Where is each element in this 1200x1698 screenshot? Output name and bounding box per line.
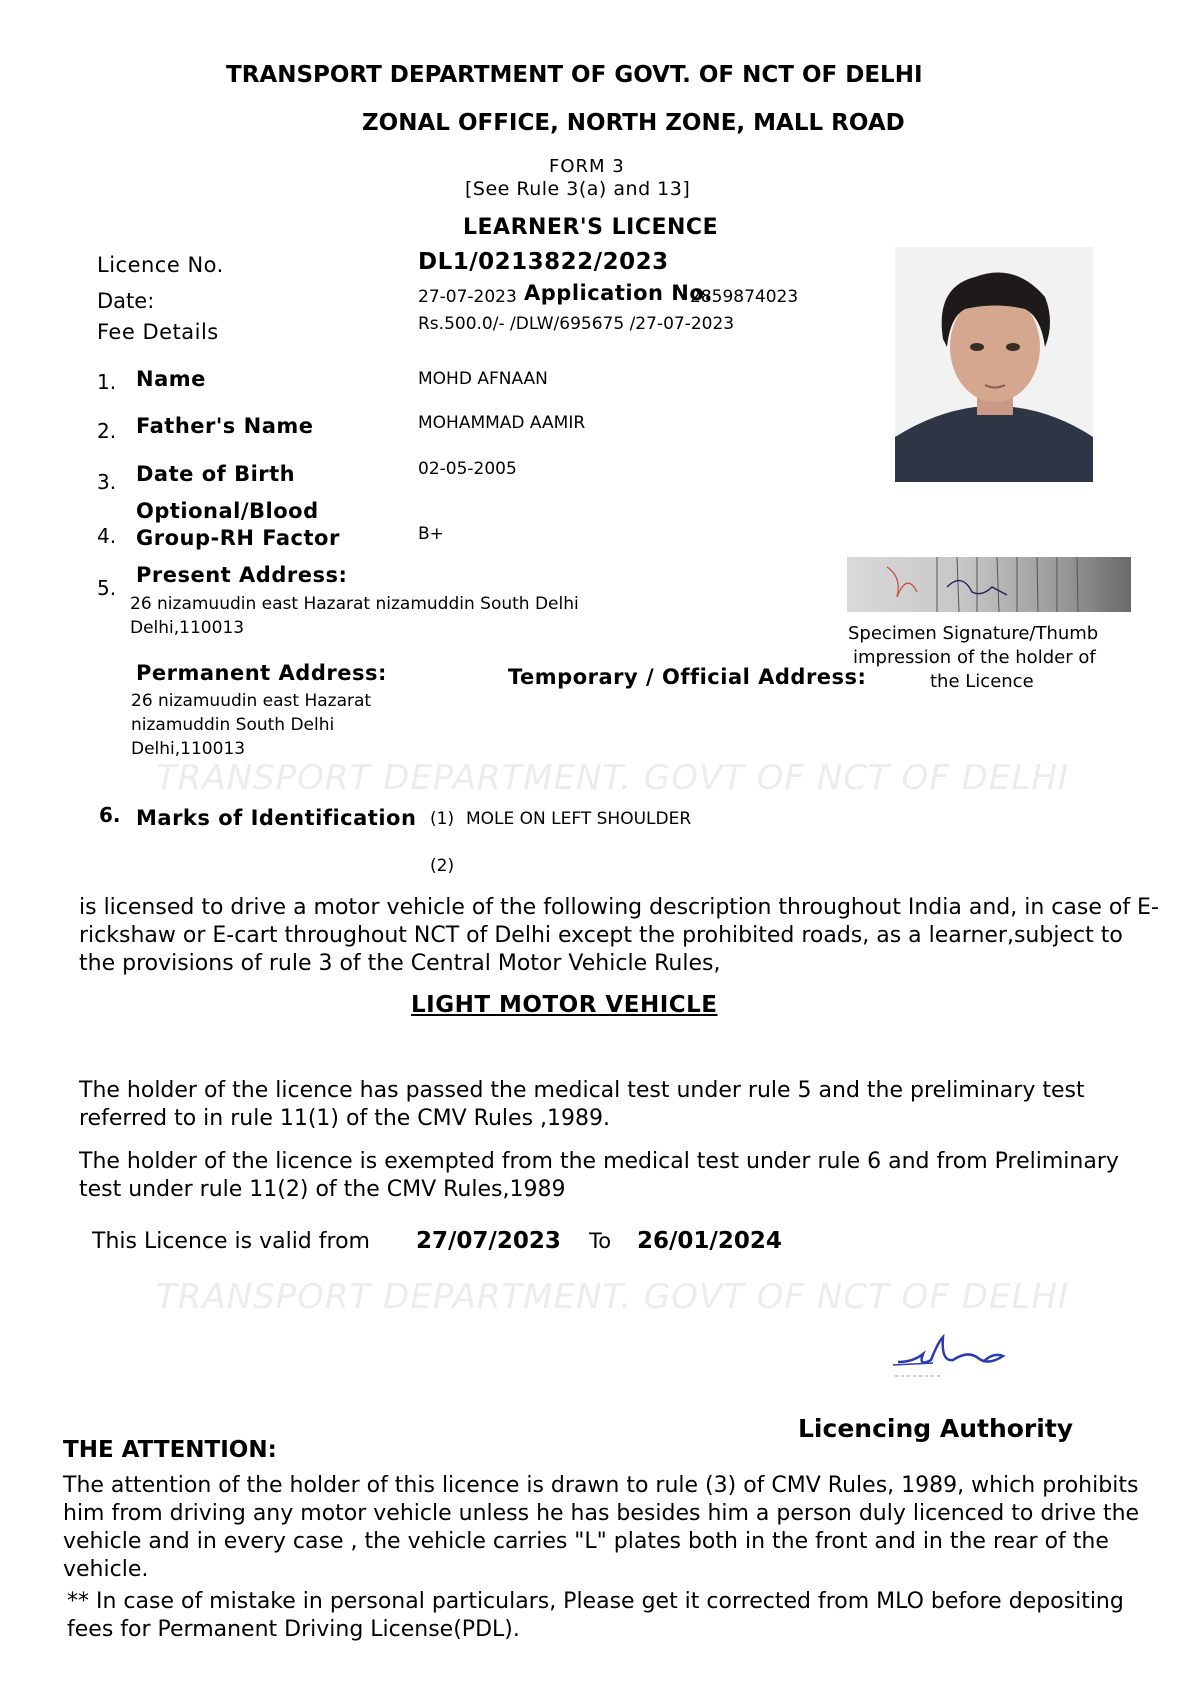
- authority-signature: [893, 1332, 1033, 1382]
- application-no: 2859874023: [690, 287, 799, 307]
- valid-to-date: 26/01/2024: [637, 1228, 782, 1254]
- licensed-text: is licensed to drive a motor vehicle of the following description throughout India and, in case of E-rickshaw or E-cart throughout NCT of Delhi except the prohibited roads, as a learner,subject to the provisions of rule 3 of the Central Motor Vehicle Rules,: [79, 895, 1159, 976]
- field-number-2: 2.: [97, 419, 117, 443]
- date-label: Date:: [97, 289, 155, 313]
- office-title: ZONAL OFFICE, NORTH ZONE, MALL ROAD: [362, 110, 905, 136]
- licence-no: DL1/0213822/2023: [418, 249, 669, 275]
- field-number-5: 5.: [97, 576, 117, 600]
- valid-to-label: To: [589, 1229, 612, 1253]
- mark1-number: (1): [430, 809, 455, 829]
- present-address-line1: 26 nizamuudin east Hazarat nizamuddin South Delhi: [130, 594, 579, 614]
- field-number-1: 1.: [97, 370, 117, 394]
- blood-group-label-line1: Optional/Blood: [136, 499, 319, 523]
- blood-group: B+: [418, 524, 444, 544]
- medical-exempt-text: The holder of the licence is exempted from the medical test under rule 6 and from Preliminary test under rule 11(2) of the CMV Rules,1989: [79, 1149, 1119, 1202]
- medical-passed-text: The holder of the licence has passed the medical test under rule 5 and the preliminary test referred to in rule 11(1) of the CMV Rules ,1989.: [79, 1078, 1085, 1131]
- field-number-3: 3.: [97, 470, 117, 494]
- signature-caption-line2: impression of the holder of: [853, 647, 1096, 668]
- specimen-signature: [847, 557, 1131, 612]
- permanent-address-label: Permanent Address:: [136, 661, 387, 685]
- licence-no-label: Licence No.: [97, 253, 224, 277]
- present-address-label: Present Address:: [136, 563, 348, 587]
- form-number: FORM 3: [549, 156, 625, 177]
- permanent-address-line1: 26 nizamuudin east Hazarat: [131, 691, 372, 711]
- mark2-number: (2): [430, 856, 455, 876]
- licence-title: LEARNER'S LICENCE: [463, 215, 719, 240]
- fee-label: Fee Details: [97, 320, 219, 344]
- mark1: MOLE ON LEFT SHOULDER: [466, 809, 692, 829]
- father-name-label: Father's Name: [136, 414, 314, 438]
- signature-caption-line3: the Licence: [930, 671, 1034, 692]
- name-label: Name: [136, 367, 206, 391]
- vehicle-class: LIGHT MOTOR VEHICLE: [411, 992, 718, 1018]
- permanent-address-line2: nizamuddin South Delhi: [131, 715, 335, 735]
- holder-photo: [895, 247, 1093, 482]
- valid-from-date: 27/07/2023: [416, 1228, 561, 1254]
- attention-note: ** In case of mistake in personal particulars, Please get it corrected from MLO before depositing fees for Permanent Driving License(PDL).: [67, 1589, 1124, 1642]
- application-label: Application No.: [524, 281, 713, 305]
- form-rule: [See Rule 3(a) and 13]: [465, 178, 691, 200]
- date-of-birth: 02-05-2005: [418, 459, 517, 479]
- holder-name: MOHD AFNAAN: [418, 369, 548, 389]
- temporary-address-label: Temporary / Official Address:: [508, 665, 867, 689]
- watermark-top: TRANSPORT DEPARTMENT. GOVT OF NCT OF DELHI: [156, 758, 1070, 798]
- father-name: MOHAMMAD AAMIR: [418, 413, 586, 433]
- field-number-6: 6.: [99, 803, 121, 827]
- department-title: TRANSPORT DEPARTMENT OF GOVT. OF NCT OF DELHI: [226, 62, 923, 88]
- field-number-4: 4.: [97, 524, 117, 548]
- present-address-line2: Delhi,110013: [130, 618, 245, 638]
- attention-heading: THE ATTENTION:: [63, 1437, 277, 1463]
- marks-label: Marks of Identification: [136, 806, 417, 830]
- fee-details: Rs.500.0/- /DLW/695675 /27-07-2023: [418, 314, 735, 334]
- valid-from-label: This Licence is valid from: [92, 1229, 370, 1254]
- issue-date: 27-07-2023: [418, 287, 517, 307]
- blood-group-label-line2: Group-RH Factor: [136, 526, 340, 550]
- licencing-authority: Licencing Authority: [798, 1414, 1074, 1443]
- signature-caption-line1: Specimen Signature/Thumb: [848, 623, 1099, 644]
- permanent-address-line3: Delhi,110013: [131, 739, 246, 759]
- attention-text: The attention of the holder of this licence is drawn to rule (3) of CMV Rules, 1989, which prohibits him from driving any motor vehicle unless he has besides him a person duly licenced to drive the vehicle and in every case , the vehicle carries "L" plates both in the front and in the rear of the vehicle.: [63, 1473, 1140, 1582]
- dob-label: Date of Birth: [136, 462, 296, 486]
- watermark-bottom: TRANSPORT DEPARTMENT. GOVT OF NCT OF DELHI: [156, 1277, 1070, 1317]
